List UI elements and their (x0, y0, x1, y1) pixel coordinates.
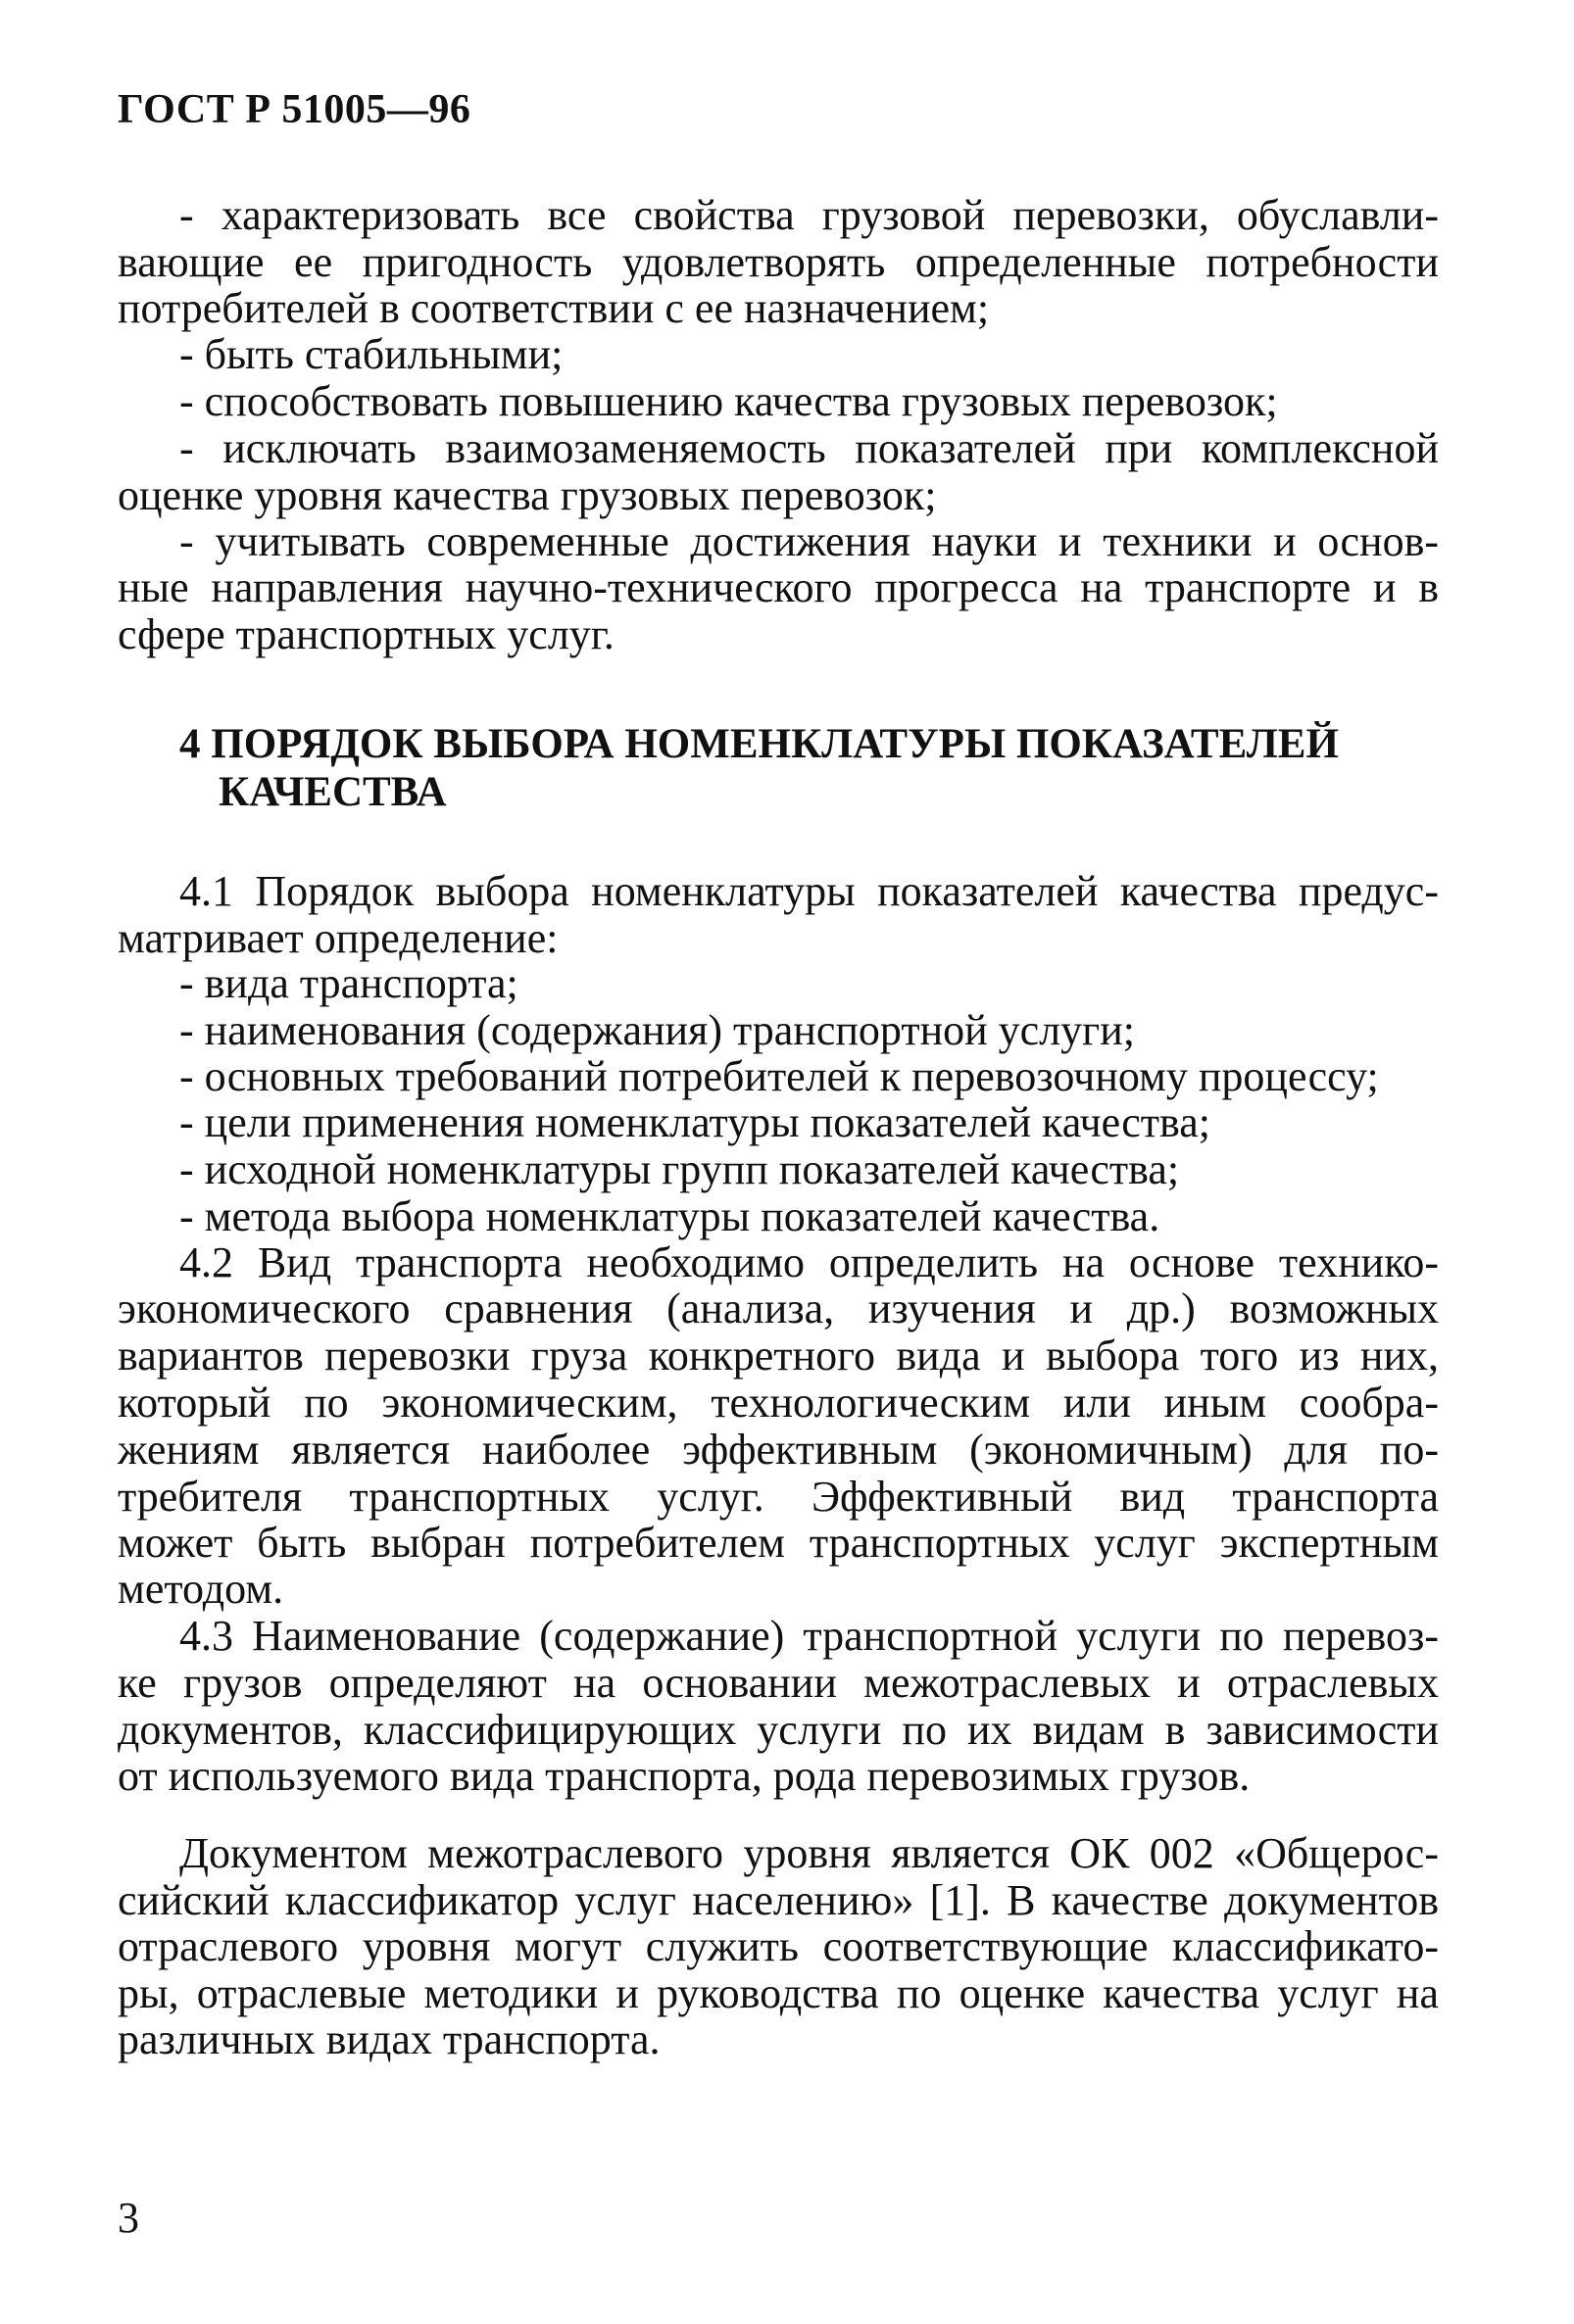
text-line: матривает определение: (118, 914, 559, 962)
text-line: сийский классификатор услуг населению» [1]. В качестве документов (118, 1876, 1439, 1924)
text-line: - способствовать повышению качества грузовых перевозок; (179, 377, 1278, 425)
text-line: который по экономическим, технологическим или иным сообра- (118, 1379, 1439, 1427)
text-line: - учитывать современные достижения науки и техники и основ- (179, 517, 1439, 565)
text-line: ные направления научно-технического прогресса на транспорте и в (118, 563, 1439, 611)
text-line: Документом межотраслевого уровня является ОК 002 «Общерос- (179, 1829, 1439, 1877)
text-line: от используемого вида транспорта, рода перевозимых грузов. (118, 1752, 1251, 1800)
text-line: 4.2 Вид транспорта необходимо определить на основе технико- (179, 1238, 1439, 1286)
section-heading: 4 ПОРЯДОК ВЫБОРА НОМЕНКЛАТУРЫ ПОКАЗАТЕЛЕЙ (179, 721, 1339, 767)
text-line: требителя транспортных услуг. Эффективный вид транспорта (118, 1473, 1439, 1521)
text-line: потребителей в соответствии с ее назначением; (118, 284, 990, 332)
text-line: вающие ее пригодность удовлетворять определенные потребности (118, 238, 1439, 286)
text-line: - быть стабильными; (179, 330, 564, 378)
text-line: оценке уровня качества грузовых перевозок; (118, 471, 937, 519)
section-heading: КАЧЕСТВА (219, 769, 447, 815)
text-line: может быть выбран потребителем транспортных услуг экспертным (118, 1519, 1439, 1567)
text-line: документов, классифицирующих услуги по их видам в зависимости (118, 1706, 1439, 1754)
text-line: - цели применения номенклатуры показателей качества; (179, 1098, 1210, 1146)
text-line: экономического сравнения (анализа, изучения и др.) возможных (118, 1284, 1439, 1332)
text-line: ры, отраслевые методики и руководства по оценке качества услуг на (118, 1969, 1439, 2017)
text-line: ке грузов определяют на основании межотраслевых и отраслевых (118, 1659, 1439, 1707)
text-line: - наименования (содержания) транспортной услуги; (179, 1006, 1135, 1054)
text-line: различных видах транспорта. (118, 2015, 661, 2063)
text-line: отраслевого уровня могут служить соответствующие классификато- (118, 1922, 1439, 1970)
text-line: жениям является наиболее эффективным (экономичным) для по- (118, 1426, 1439, 1474)
text-line: - исключать взаимозаменяемость показателей при комплексной (179, 424, 1439, 472)
text-line: - исходной номенклатуры групп показателей качества; (179, 1145, 1180, 1193)
text-line: вариантов перевозки груза конкретного вида и выбора того из них, (118, 1331, 1439, 1380)
document-header: ГОСТ Р 51005—96 (118, 87, 471, 132)
text-line: сфере транспортных услуг. (118, 610, 615, 658)
text-line: - метода выбора номенклатуры показателей качества. (179, 1192, 1160, 1240)
text-line: 4.1 Порядок выбора номенклатуры показателей качества предус- (179, 867, 1439, 915)
text-line: - основных требований потребителей к перевозочному процессу; (179, 1052, 1379, 1100)
text-line: - вида транспорта; (179, 959, 518, 1007)
text-line: методом. (118, 1565, 284, 1613)
text-line: - характеризовать все свойства грузовой перевозки, обуславли- (179, 191, 1439, 239)
text-line: 4.3 Наименование (содержание) транспортной услуги по перевоз- (179, 1612, 1439, 1660)
page-number: 3 (118, 2194, 139, 2242)
